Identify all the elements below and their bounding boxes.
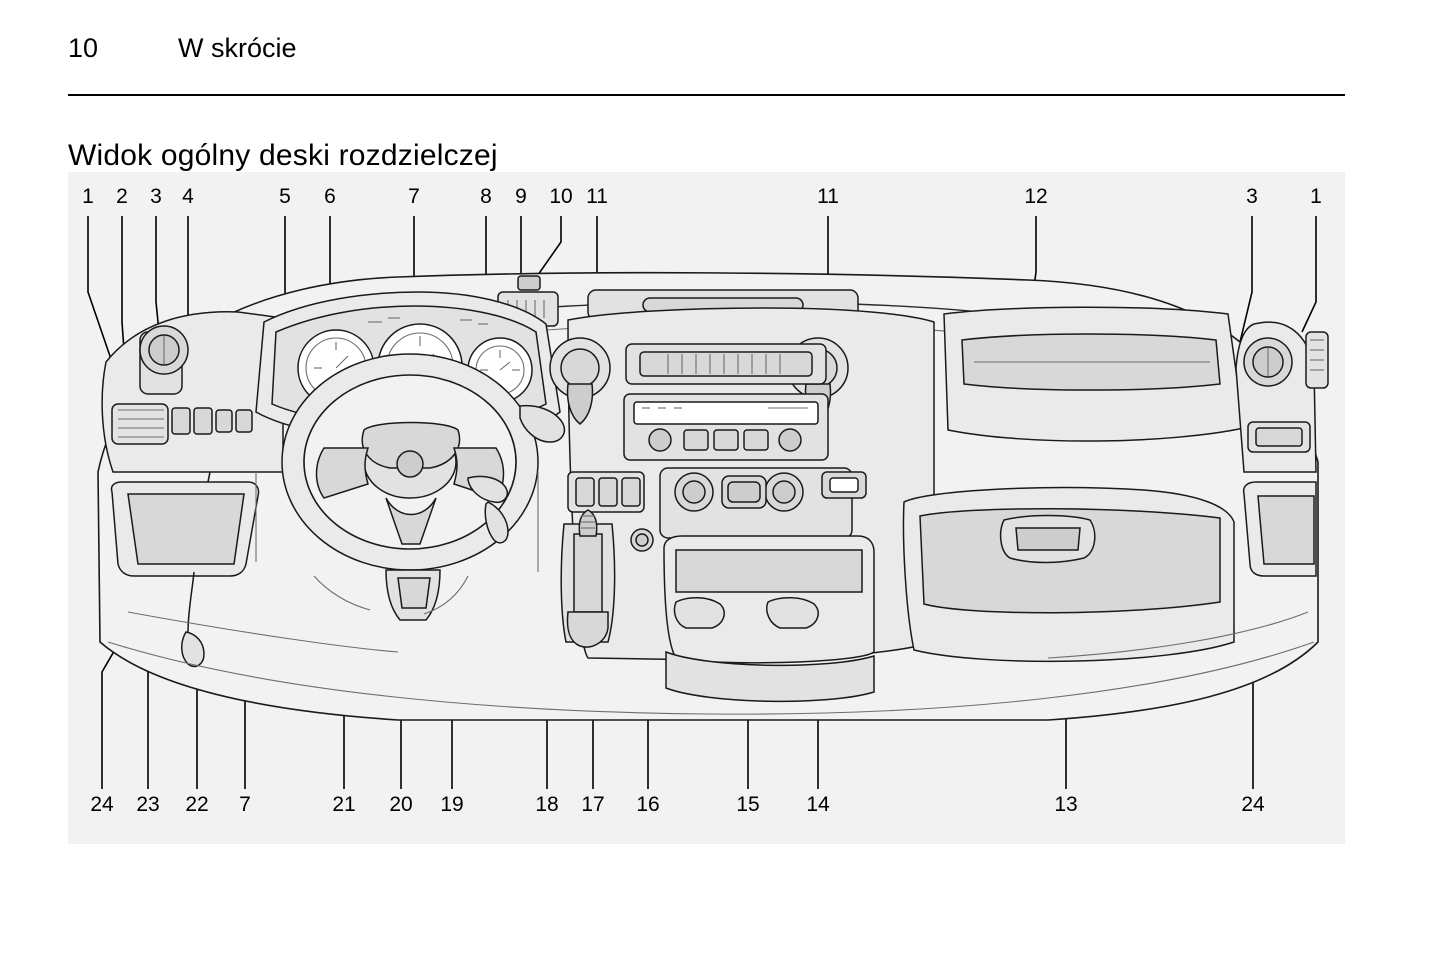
page-number: 10: [68, 33, 99, 63]
callout-bottom-24-right: 24: [1241, 793, 1265, 816]
callout-top-2: 2: [116, 185, 128, 208]
callout-top-10: 10: [549, 185, 573, 208]
callout-bottom-18: 18: [535, 793, 559, 816]
callout-bottom-13: 13: [1054, 793, 1078, 816]
callout-top-11-left: 11: [586, 185, 608, 208]
callout-top-12: 12: [1024, 185, 1048, 208]
callout-top-9: 9: [515, 185, 527, 208]
callout-top-3: 3: [150, 185, 162, 208]
callout-bottom-14: 14: [806, 793, 830, 816]
callout-top-1: 1: [82, 185, 94, 208]
callout-bottom-15: 15: [736, 793, 760, 816]
callout-bottom-21: 21: [332, 793, 356, 816]
callout-top-6: 6: [324, 185, 336, 208]
header-divider: [68, 94, 1345, 96]
callout-top-8: 8: [480, 185, 492, 208]
callout-top-4: 4: [182, 185, 194, 208]
dashboard-overview-figure: [68, 172, 1345, 844]
callout-bottom-17: 17: [581, 793, 605, 816]
callout-bottom-16: 16: [636, 793, 660, 816]
callout-bottom-7: 7: [239, 793, 251, 816]
callout-top-7: 7: [408, 185, 420, 208]
dashboard-illustration: [68, 172, 1345, 844]
section-title: Widok ogólny deski rozdzielczej: [68, 139, 498, 173]
callout-top-1-right: 1: [1310, 185, 1322, 208]
callout-bottom-19: 19: [440, 793, 464, 816]
callout-top-11-right: 11: [817, 185, 839, 208]
page-header: [68, 32, 1344, 80]
callout-bottom-23: 23: [136, 793, 160, 816]
callout-bottom-20: 20: [389, 793, 413, 816]
callout-top-3-right: 3: [1246, 185, 1258, 208]
callout-bottom-22: 22: [185, 793, 209, 816]
chapter-title: W skrócie: [178, 33, 297, 63]
callout-bottom-24-left: 24: [90, 793, 114, 816]
callout-top-5: 5: [279, 185, 291, 208]
